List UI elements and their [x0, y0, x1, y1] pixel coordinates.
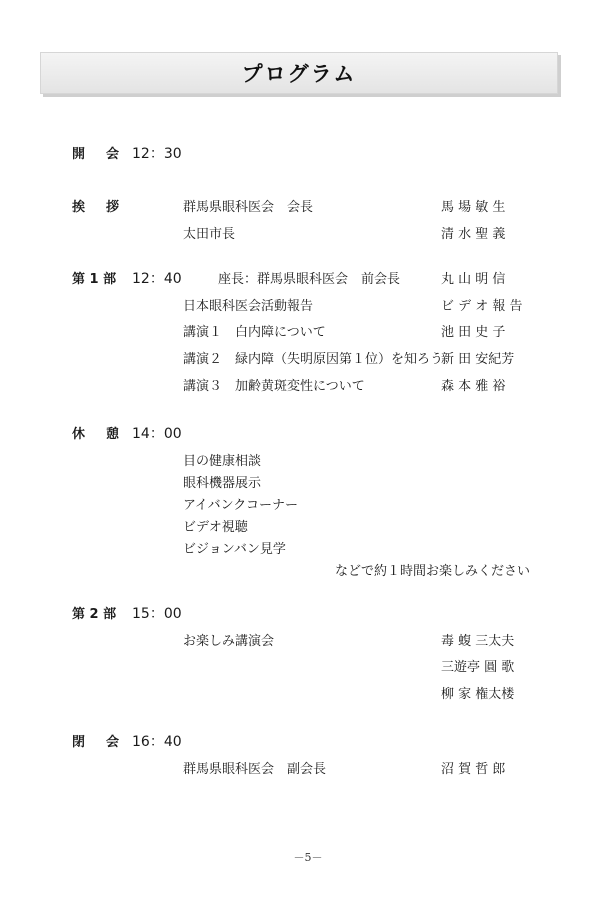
break-activity: ビデオ視聴 — [183, 520, 248, 535]
part2-time: 15：00 — [132, 606, 182, 622]
part1-item-title: 講演２ 緑内障（失明原因第１位）を知ろう — [183, 352, 444, 367]
part1-item-title: 講演１ 白内障について — [183, 325, 326, 340]
part1-item-speaker: 新 田 安紀芳 — [441, 352, 515, 367]
part1-time: 12：40 — [132, 271, 182, 287]
closing-name: 沼 賀 哲 郎 — [441, 762, 506, 777]
closing-role: 群馬県眼科医会 副会長 — [183, 762, 327, 777]
part2-performer: 柳 家 権太楼 — [441, 687, 515, 702]
break-activity: 目の健康相談 — [183, 454, 262, 469]
greeting-name: 清 水 聖 義 — [441, 227, 506, 242]
greeting-label-a: 挨 — [72, 200, 86, 215]
break-label-b: 憩 — [106, 427, 120, 442]
break-activity: 眼科機器展示 — [183, 476, 262, 491]
greeting-label-b: 拶 — [106, 200, 120, 215]
title-banner — [40, 52, 558, 94]
greeting-name: 馬 場 敏 生 — [441, 200, 506, 215]
part1-item-speaker: ビ デ オ 報 告 — [441, 299, 523, 314]
break-label-a: 休 — [72, 427, 86, 442]
part2-label: 第 2 部 — [72, 607, 117, 622]
part1-label: 第 1 部 — [72, 272, 117, 287]
opening-time: 12：30 — [132, 146, 182, 162]
part2-event: お楽しみ講演会 — [183, 634, 275, 649]
break-activity: ビジョンバン見学 — [183, 542, 286, 557]
closing-label-b: 会 — [106, 735, 120, 750]
part1-item-title: 日本眼科医会活動報告 — [183, 299, 314, 314]
part1-item-speaker: 森 本 雅 裕 — [441, 379, 506, 394]
page-number: －5－ — [293, 851, 323, 864]
break-note: などで約１時間お楽しみください — [335, 564, 531, 579]
part2-performer: 毒 蝮 三太夫 — [441, 634, 515, 649]
closing-time: 16：40 — [132, 734, 182, 750]
part1-chair: 座長：群馬県眼科医会 前会長 — [218, 272, 401, 287]
page-title: プログラム — [241, 62, 357, 86]
part1-item-title: 講演３ 加齢黄斑変性について — [183, 379, 365, 394]
greeting-role: 太田市長 — [183, 227, 236, 242]
break-activity: アイバンクコーナー — [183, 498, 299, 513]
opening-label-b: 会 — [106, 147, 120, 162]
part1-item-speaker: 池 田 史 子 — [441, 325, 506, 340]
part2-performer: 三遊亭 圓 歌 — [441, 660, 515, 675]
greeting-role: 群馬県眼科医会 会長 — [183, 200, 314, 215]
break-time: 14：00 — [132, 426, 182, 442]
opening-label-a: 開 — [72, 147, 86, 162]
part1-chair-name: 丸 山 明 信 — [441, 272, 506, 287]
closing-label-a: 閉 — [72, 735, 86, 750]
